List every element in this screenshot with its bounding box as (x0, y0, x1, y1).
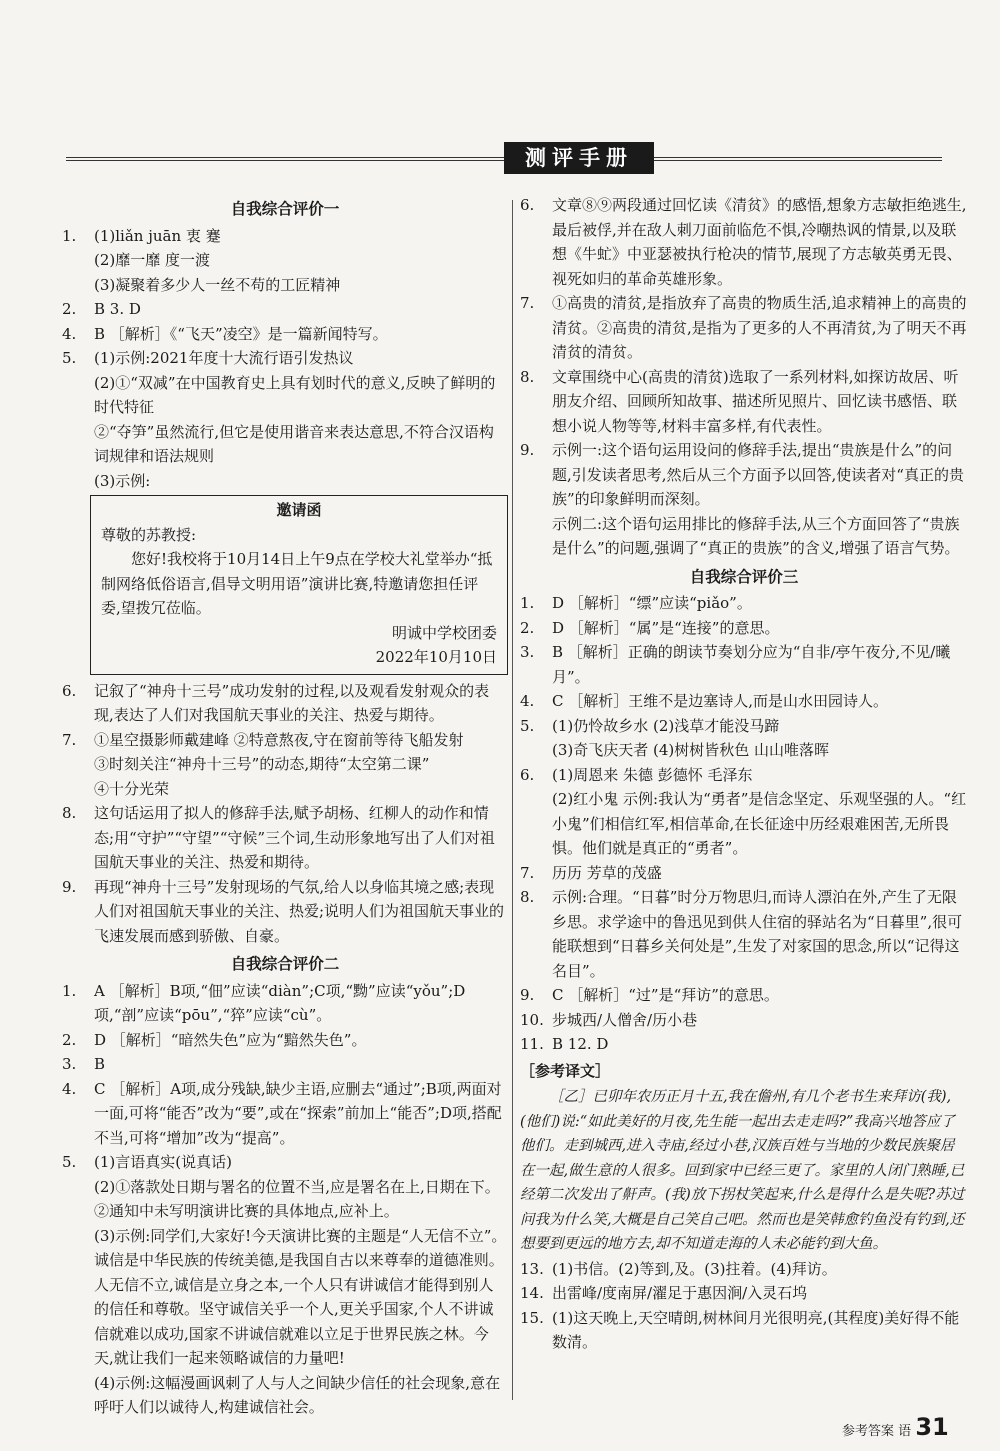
letter-date: 2022年10月10日 (375, 648, 497, 666)
item-text: 文章⑧⑨两段通过回忆读《清贫》的感悟,想象方志敏拒绝逃生,最后被俘,并在敌人刺刀面前临危不惧,冷嘲热讽的情景,以及联想《牛虻》中亚瑟被执行枪决的情节,展现了方志敏英勇无畏、视死如归的革命英雄形象。 (552, 196, 967, 288)
item-number: 5. (62, 349, 77, 367)
item-text: (2)①落款处日期与署名的位置不当,应是署名在上,日期在下。 (94, 1177, 500, 1196)
answer-item (520, 738, 968, 763)
section-heading: 自我综合评价二 (230, 955, 340, 973)
answer-item (520, 983, 968, 1008)
answer-item (62, 297, 508, 322)
item-number: 6. (62, 681, 77, 700)
item-number: 13. (520, 1259, 544, 1278)
answer-item (520, 193, 968, 291)
answer-item (520, 438, 968, 512)
item-text: (1)书信。(2)等到,及。(3)拄着。(4)拜访。 (552, 1259, 837, 1278)
answer-item (62, 1150, 508, 1175)
answer-list (62, 224, 508, 494)
item-text: (4)示例:这幅漫画讽刺了人与人之间缺少信任的社会现象,意在呼吁人们以诚待人,构建诚信社会。 (94, 1373, 501, 1416)
item-number (520, 738, 552, 763)
answer-list (520, 591, 968, 1057)
item-number: 3. (62, 1055, 77, 1073)
reference-translation: ［乙］已卯年农历正月十五,我在儋州,有几个老书生来拜访(我),(他们)说:“如此美好的月夜,先生能一起出去走走吗?”我高兴地答应了他们。走到城西,进入寺庙,经过小巷,汉族百姓与当地的少数民族聚居在一起,做生意的人很多。回到家中已经三更了。家里的人闭门熟睡,已经第二次发出了鼾声。(我)放下拐杖笑起来,什么是得什么是失呢?苏过问我为什么笑,大概是自己笑自己吧。然而也是笑韩愈钓鱼没有钓到,还想要到更远的地方去,却不知道走海的人未必能钓到大鱼。 (520, 1089, 965, 1252)
item-text: (3)凝聚着多少人一丝不苟的工匠精神 (94, 275, 341, 294)
item-text: B 12. D (552, 1035, 609, 1053)
answer-item (62, 1199, 508, 1224)
item-text: 历历 芳草的茂盛 (552, 863, 662, 882)
answer-item (520, 714, 968, 739)
item-text: D ［解析］“属”是“连接”的意思。 (552, 618, 780, 637)
item-number: 7. (62, 730, 77, 749)
page-title: 测评手册 (504, 142, 654, 174)
item-number (62, 1175, 94, 1200)
invitation-letter (90, 495, 508, 675)
item-text: 记叙了“神舟十三号”成功发射的过程,以及观看发射观众的表现,表达了人们对我国航天事业的关注、热爱与期待。 (94, 681, 490, 724)
item-number (62, 420, 94, 469)
item-text: 文章围绕中心(高贵的清贫)选取了一系列材料,如探访故居、听朋友介绍、回顾所知故事、描述所见照片、回忆读书感悟、联想小说人物等等,材料丰富多样,有代表性。 (552, 367, 959, 435)
item-number: 14. (520, 1284, 544, 1302)
item-text: (2)①“双减”在中国教育史上具有划时代的意义,反映了鲜明的时代特征 (94, 373, 496, 416)
item-text: (1)liǎn juān 衷 蹇 (94, 226, 221, 245)
item-number (62, 371, 94, 420)
item-number: 5. (520, 716, 535, 735)
answer-item (62, 728, 508, 753)
item-number (62, 777, 94, 802)
item-text: C ［解析］“过”是“拜访”的意思。 (552, 986, 779, 1004)
item-text: (2)靡一靡 度一渡 (94, 251, 211, 269)
item-text: (1)这天晚上,天空晴朗,树林间月光很明亮,(其程度)美好得不能数清。 (552, 1308, 960, 1351)
answer-item (520, 1257, 968, 1282)
item-number (62, 1371, 94, 1420)
page-number: 31 (915, 1413, 949, 1441)
answer-list (520, 193, 968, 561)
item-number: 15. (520, 1308, 544, 1327)
answer-item (62, 801, 508, 875)
item-text: ①高贵的清贫,是指放弃了高贵的物质生活,追求精神上的高贵的清贫。②高贵的清贫,是指为了更多的人不再清贫,为了明天不再清贫的清贫。 (552, 294, 967, 361)
answer-item (520, 640, 968, 689)
answer-item (62, 875, 508, 949)
item-text: (1)示例:2021年度十大流行语引发热议 (94, 349, 354, 367)
letter-signer: 明诚中学校团委 (391, 623, 497, 642)
item-number: 2. (520, 618, 535, 637)
item-text: (1)周恩来 朱德 彭德怀 毛泽东 (552, 765, 753, 784)
item-text: ④十分光荣 (94, 779, 170, 798)
answer-item (62, 1052, 508, 1077)
answer-item (520, 787, 968, 861)
item-number: 1. (62, 226, 77, 245)
item-text: (3)示例:同学们,大家好!今天演讲比赛的主题是“人无信不立”。诚信是中华民族的传统美德,是我国自古以来尊奉的道德准则。人无信不立,诚信是立身之本,一个人只有讲诚信才能得到别人的信任和尊敬。坚守诚信关乎一个人,更关乎国家,个人不讲诚信就难以成功,国家不讲诚信就难以立足于世界民族之林。今天,就让我们一起来领略诚信的力量吧! (94, 1226, 507, 1367)
footer-label: 参考答案 (842, 1424, 895, 1439)
item-text: (1)仍怜故乡水 (2)浅草才能没马蹄 (552, 716, 780, 735)
left-column (62, 193, 508, 1420)
item-text: D ［解析］“缥”应读“piǎo”。 (552, 594, 752, 612)
item-number: 1. (520, 594, 535, 612)
item-text: C ［解析］A项,成分残缺,缺少主语,应删去“通过”;B项,两面对一面,可将“能否”改为“要”,或在“探索”前加上“能否”;D项,搭配不当,可将“增加”改为“提高”。 (94, 1079, 502, 1147)
answer-item (62, 248, 508, 273)
item-number (520, 512, 552, 561)
answer-item (520, 689, 968, 714)
item-text: 步城西/人僧舍/历小巷 (552, 1010, 698, 1029)
answer-item (62, 1224, 508, 1371)
item-text: ②通知中未写明演讲比赛的具体地点,应补上。 (94, 1202, 399, 1220)
item-number: 4. (62, 1079, 77, 1098)
reference-translation-title: ［参考译文］ (520, 1061, 611, 1080)
item-number (62, 1224, 94, 1371)
footer-subject: 语 (898, 1424, 912, 1439)
answer-item (62, 224, 508, 249)
section-heading: 自我综合评价三 (689, 567, 799, 586)
answer-list (62, 979, 508, 1420)
item-number (62, 273, 94, 298)
item-number: 9. (62, 877, 77, 896)
item-number: 6. (520, 765, 535, 784)
item-text: 这句话运用了拟人的修辞手法,赋予胡杨、红柳人的动作和情态;用“守护”“守望”“守候”三个词,生动形象地写出了人们对祖国航天事业的关注、热爱和期待。 (94, 804, 495, 871)
answer-item (62, 420, 508, 469)
header-banner (66, 147, 942, 171)
item-number: 9. (520, 986, 535, 1004)
item-number (62, 1199, 94, 1224)
letter-salutation: 尊敬的苏教授: (101, 525, 197, 544)
item-number: 10. (520, 1010, 544, 1029)
answer-item (62, 752, 508, 777)
item-number: 7. (520, 294, 535, 312)
letter-title: 邀请函 (276, 501, 322, 519)
answer-item (62, 322, 508, 347)
item-text: ①星空摄影师戴建峰 ②特意熬夜,守在窗前等待飞船发射 (94, 730, 464, 749)
answer-item (520, 512, 968, 561)
item-number: 4. (520, 692, 535, 710)
answer-item (62, 273, 508, 298)
answer-list (520, 1257, 968, 1355)
answer-item (520, 1281, 968, 1306)
page-footer (842, 1413, 949, 1441)
letter-body: 您好!我校将于10月14日上午9点在学校大礼堂举办“抵制网络低俗语言,倡导文明用语”演讲比赛,特邀请您担任评委,望拨冗莅临。 (101, 550, 493, 617)
column-divider (512, 200, 513, 1400)
item-text: D ［解析］“暗然失色”应为“黯然失色”。 (94, 1030, 367, 1049)
item-number: 2. (62, 300, 77, 318)
item-text: 示例一:这个语句运用设问的修辞手法,提出“贵族是什么”的问题,引发读者思考,然后从三个方面予以回答,使读者对“真正的贵族”的印象鲜明而深刻。 (552, 441, 964, 508)
item-text: A ［解析］B项,“佃”应读“diàn”;C项,“黝”应读“yǒu”;D项,“剖”应读“pōu”,“猝”应读“cù”。 (94, 981, 466, 1024)
item-text: ③时刻关注“神舟十三号”的动态,期待“太空第二课” (94, 755, 430, 773)
item-text: B (94, 1055, 106, 1073)
item-text: 再现“神舟十三号”发射现场的气氛,给人以身临其境之感;表现人们对祖国航天事业的关注、热爱;说明人们为祖国航天事业的飞速发展而感到骄傲、自豪。 (94, 877, 505, 945)
item-text: (2)红小鬼 示例:我认为“勇者”是信念坚定、乐观坚强的人。“红小鬼”们相信红军,相信革命,在长征途中历经艰难困苦,无所畏惧。他们就是真正的“勇者”。 (552, 790, 967, 857)
item-number: 2. (62, 1030, 77, 1049)
item-text: (3)奇飞庆天者 (4)树树皆秋色 山山唯落晖 (552, 741, 830, 759)
answer-item (62, 346, 508, 371)
answer-item (520, 763, 968, 788)
answer-item (62, 1028, 508, 1053)
item-number: 7. (520, 863, 535, 882)
answer-item (62, 679, 508, 728)
item-number: 11. (520, 1035, 544, 1053)
right-column (520, 193, 968, 1355)
item-number (62, 469, 94, 494)
answer-item (520, 591, 968, 616)
item-number (62, 248, 94, 273)
answer-item (520, 885, 968, 983)
answer-item (520, 1032, 968, 1057)
item-number: 8. (62, 804, 77, 822)
item-text: B ［解析］正确的朗读节奏划分应为“自非/亭午夜分,不见/曦月”。 (552, 643, 951, 686)
item-text: 出雷峰/度南屏/濯足于惠因涧/入灵石坞 (552, 1284, 808, 1302)
answer-item (520, 365, 968, 439)
item-number: 1. (62, 981, 77, 1000)
answer-item (62, 777, 508, 802)
item-text: (1)言语真实(说真话) (94, 1153, 232, 1171)
item-number: 6. (520, 196, 535, 214)
item-text: 示例:合理。“日暮”时分万物思归,而诗人漂泊在外,产生了无限乡思。求学途中的鲁迅见到供人住宿的驿站名为“日暮里”,很可能联想到“日暮乡关何处是”,生发了对家国的思念,所以“记得这名目”。 (552, 888, 963, 980)
item-number: 5. (62, 1153, 77, 1171)
item-text: C ［解析］王维不是边塞诗人,而是山水田园诗人。 (552, 692, 889, 710)
answer-item (520, 291, 968, 365)
answer-item (62, 1077, 508, 1151)
answer-list (62, 679, 508, 949)
item-number: 9. (520, 441, 535, 459)
answer-item (62, 469, 508, 494)
item-text: B ［解析］《“飞天”凌空》是一篇新闻特写。 (94, 324, 388, 343)
item-number: 4. (62, 324, 77, 343)
answer-item (62, 979, 508, 1028)
section-heading: 自我综合评价一 (230, 200, 340, 218)
item-text: B 3. D (94, 300, 141, 318)
answer-item (62, 371, 508, 420)
item-number: 8. (520, 367, 535, 386)
answer-item (520, 861, 968, 886)
item-number: 8. (520, 888, 535, 906)
item-text: ②“夺笋”虽然流行,但它是使用谐音来表达意思,不符合汉语构词规律和语法规则 (94, 422, 494, 465)
item-text: 示例二:这个语句运用排比的修辞手法,从三个方面回答了“贵族是什么”的问题,强调了“真正的贵族”的含义,增强了语言气势。 (552, 514, 960, 557)
item-number (520, 787, 552, 861)
item-number: 3. (520, 643, 535, 661)
item-number (62, 752, 94, 777)
answer-item (62, 1175, 508, 1200)
answer-item (520, 616, 968, 641)
answer-item (520, 1008, 968, 1033)
item-text: (3)示例: (94, 471, 151, 490)
answer-item (520, 1306, 968, 1355)
answer-item (62, 1371, 508, 1420)
